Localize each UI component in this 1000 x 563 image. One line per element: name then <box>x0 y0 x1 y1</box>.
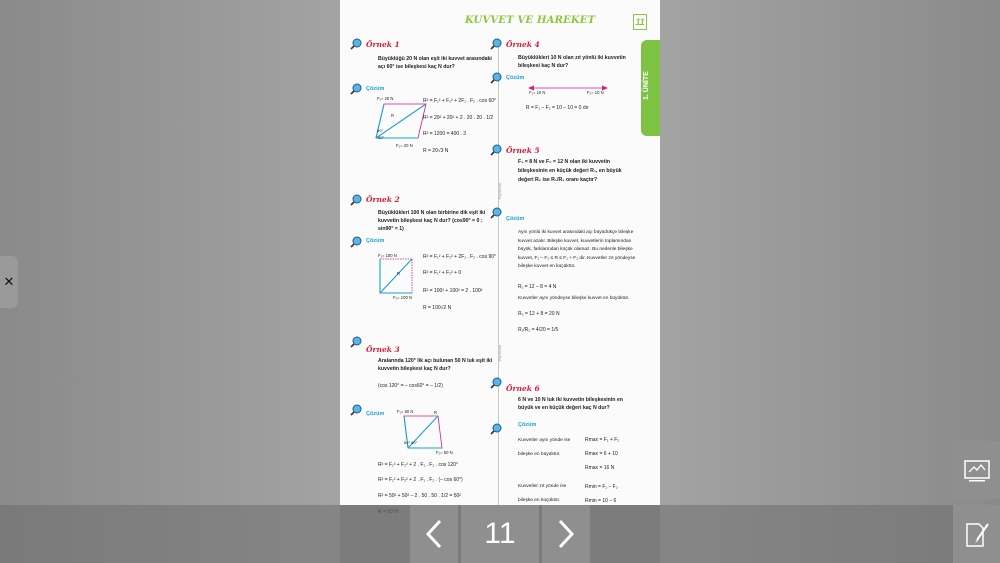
magnifier-icon <box>490 377 502 389</box>
hint-text: (cos 120° = – cos60° = – 1/2) <box>378 383 443 389</box>
example-title: Örnek 3 <box>366 345 400 354</box>
formula-line: R² = 50² + 50² – 2 . 50 . 50 . 1/2 = 50² <box>378 493 461 499</box>
example-question: Aralarında 120° lik açı bulunan 50 N luk eşit iki kuvvetin bileşkesi kaç N dur? <box>378 358 493 372</box>
force-label: F₂= 50 N <box>436 450 453 455</box>
formula-line: R₁ = 12 – 8 = 4 N <box>518 284 557 290</box>
example-title: Örnek 5 <box>506 146 540 155</box>
case-label: Kuvvetler zıt yönde ise bileşke en küçüktür. <box>518 484 567 503</box>
example-title: Örnek 2 <box>366 195 400 204</box>
viewer-background-right <box>660 0 1000 563</box>
force-label: F₂= 10 N <box>587 90 604 95</box>
page-number-box: 11 <box>633 14 647 30</box>
note-edit-icon <box>963 518 991 550</box>
example-question: Büyüklükleri 10 N olan zıt yönlü iki kuvvetin bileşkesi kaç N dur? <box>518 55 626 69</box>
explanation-text: Kuvvetler aynı yöndeyse bileşke kuvvet en büyüktür. <box>518 296 630 301</box>
previous-page-button[interactable] <box>410 505 458 563</box>
next-page-button[interactable] <box>542 505 590 563</box>
right-angle-figure <box>376 255 416 297</box>
example-question: 6 N ve 10 N luk iki kuvvetin bileşkesinin en büyük ve en küçük değeri kaç N dur? <box>518 397 623 411</box>
resultant-label: R <box>434 410 438 415</box>
explanation-text: Aynı yönlü iki kuvvet arasındaki açı büyüdükçe bileşke kuvvet azalır. Bileşke kuvvet, kuvvetlerin toplamından büyük, farklarından küçük olamaz. Bu nedenle bileşke kuvvet, F₁ – F₂ ≤ R ≤ F₁ + F₂ dir. Kuvvetler zıt yöndeyse bileşke kuvvet en küçüktür. <box>518 230 636 269</box>
formula-line: R² = F₁² + F₂² + 2F₁ . F₂ . cos 90° <box>423 254 497 260</box>
solution-label: Çözüm <box>366 238 385 244</box>
force-label: F₁= 20 N <box>377 96 394 101</box>
formula-line: R² = 20² + 20² + 2 . 20 . 20 . 1/2 <box>423 115 494 121</box>
example-question: F₁ = 8 N ve F₂ = 12 N olan iki kuvvetin bileşkesinin en küçük değeri R₁, en büyük değeri R₂ ise R₁/R₂ oranı kaçtır? <box>518 159 622 183</box>
magnifier-icon <box>350 336 362 348</box>
example-title: Örnek 1 <box>366 40 400 49</box>
formula-line: R² = F₁² + F₂² + 2 . F₁ . F₂ . cos 120° <box>378 462 458 468</box>
viewer-background-left <box>0 0 340 563</box>
book-page <box>340 0 660 505</box>
magnifier-icon <box>490 38 502 50</box>
magnifier-icon <box>490 72 502 84</box>
magnifier-icon <box>350 194 362 206</box>
formula-line: R = 20√3 N <box>423 148 449 154</box>
case-label: Kuvvetler aynı yönde ise bileşke en büyüktür. <box>518 438 571 457</box>
formula-line: Rmin = F₁ – F₂ <box>585 484 618 490</box>
force-label: F₂= 100 N <box>393 295 412 300</box>
unit-tab <box>641 40 660 136</box>
magnifier-icon <box>350 38 362 50</box>
obtuse-angle-figure <box>400 412 470 452</box>
solution-label: Çözüm <box>506 216 525 222</box>
page-title: KUVVET VE HAREKET <box>465 15 596 26</box>
chevron-right-icon <box>557 519 575 549</box>
magnifier-icon <box>350 404 362 416</box>
formula-line: R = 100√2 N <box>423 305 452 311</box>
formula-line: R² = 1200 = 400 . 3 <box>423 131 467 137</box>
image-edit-icon <box>963 458 991 482</box>
magnifier-icon <box>350 236 362 248</box>
angle-label: 60° 60° <box>404 440 418 445</box>
formula-line: R² = F₁² + F₂² + 2F₁ . F₂ . cos 60° <box>423 98 497 104</box>
force-label: F₁= 10 N <box>529 90 546 95</box>
force-label: F₁= 50 N <box>397 409 414 414</box>
note-tool-button[interactable] <box>953 505 1000 563</box>
formula-line: Rmin = 10 – 6 <box>585 498 617 504</box>
solution-label: Çözüm <box>506 75 525 81</box>
current-page-indicator[interactable]: 11 <box>461 505 539 563</box>
solution-label: Çözüm <box>366 86 385 92</box>
example-title: Örnek 4 <box>506 40 540 49</box>
side-note: Yayıncılık <box>497 344 502 362</box>
angle-label: 30° <box>378 135 385 140</box>
formula-line: R₂ = 12 + 8 = 20 N <box>518 311 560 317</box>
image-tool-button[interactable] <box>953 441 1000 499</box>
solution-label: Çözüm <box>366 411 385 417</box>
chevron-left-icon <box>425 519 443 549</box>
tools-icon: ✕ <box>3 274 15 289</box>
angle-label: 60° <box>377 128 384 133</box>
solution-label: Çözüm <box>518 422 537 428</box>
column-divider <box>498 40 499 505</box>
magnifier-icon <box>490 144 502 156</box>
formula-line: R = F₁ – F₂ = 10 – 10 = 0 dır <box>526 105 589 111</box>
unit-tab-label: 1. ÜNİTE <box>643 71 650 100</box>
example-question: Büyüklükleri 100 N olan birbirine dik eşit iki kuvvetin bileşkesi kaç N dur? (cos90° = 0 ; sin90° = 1) <box>378 210 486 232</box>
resultant-label: R <box>397 271 401 276</box>
magnifier-icon <box>490 207 502 219</box>
magnifier-icon <box>490 423 502 435</box>
formula-line: R² = F₁² + F₂² + 2 . F₁ . F₂ . (– cos 60°) <box>378 477 463 483</box>
formula-line: R² = 100² + 100² = 2 . 100² <box>423 288 483 294</box>
formula-line: R₁/R₂ = 4/20 = 1/5 <box>518 327 559 333</box>
magnifier-icon <box>350 83 362 95</box>
force-label: F₂= 20 N <box>396 143 413 148</box>
side-tools-handle[interactable] <box>0 256 18 308</box>
example-question: Büyüklüğü 20 N olan eşit iki kuvvet arasındaki açı 60° ise bileşkesi kaç N dur? <box>378 56 492 70</box>
formula-line: Rmax = 16 N <box>585 465 615 471</box>
side-note: Yayıncılık <box>497 182 502 200</box>
formula-line: R² = F₁² + F₂² + 0 <box>423 270 462 276</box>
formula-line: Rmax = 6 + 10 <box>585 451 618 457</box>
example-title: Örnek 6 <box>506 384 540 393</box>
force-label: F₁= 100 N <box>378 253 397 258</box>
resultant-label: R <box>391 113 395 118</box>
formula-line: Rmax = F₁ + F₂ <box>585 437 620 443</box>
